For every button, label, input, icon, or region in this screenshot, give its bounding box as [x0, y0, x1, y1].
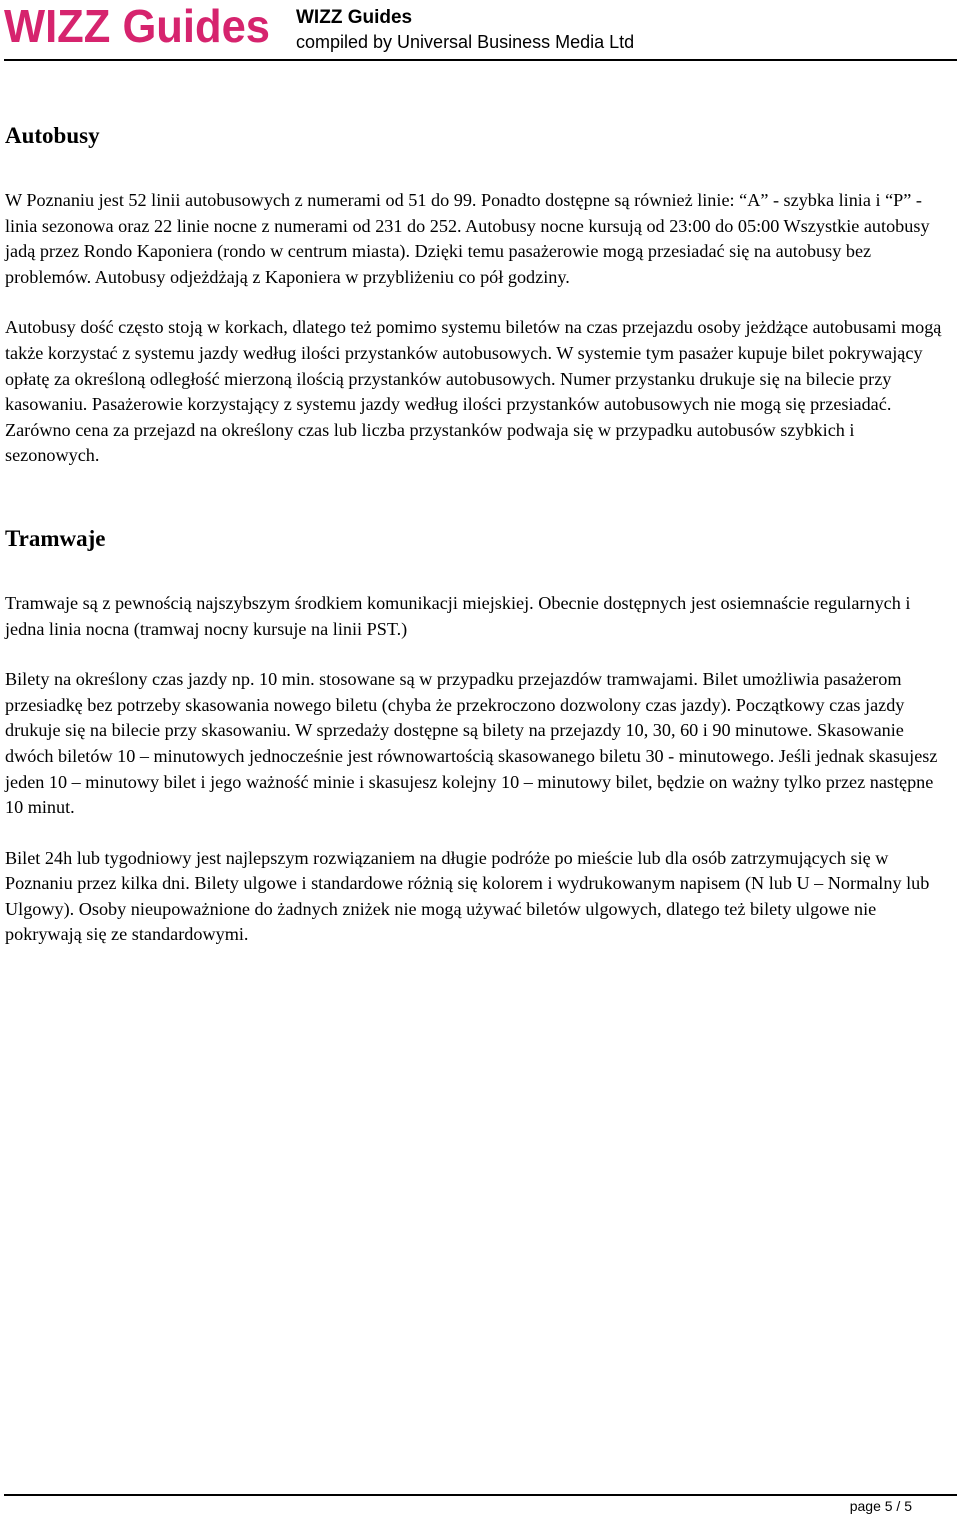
header-divider [4, 59, 957, 61]
page-number: page 5 / 5 [849, 1498, 912, 1514]
page-header [0, 0, 960, 62]
footer-divider [4, 1494, 957, 1496]
header-subtitle: compiled by Universal Business Media Ltd [296, 32, 635, 52]
paragraph: Bilet 24h lub tygodniowy jest najlepszym rozwiązaniem na długie podróże po mieście lub dla osób zatrzymujących się w Poznaniu przez kilka dni. Bilety ulgowe i standardowe różnią się kolorem i wydrukowanym napisem (N lub U – Normalny lub Ulgowy). Osoby nieupoważnione do żadnych zniżek nie mogą używać biletów ulgowych, dlatego też bilety ulgowe nie pokrywają się ze standardowymi. [5, 847, 930, 945]
svg-text:WIZZ Guides: WIZZ Guides [4, 2, 270, 48]
paragraph: Bilety na określony czas jazdy np. 10 min. stosowane są w przypadku przejazdów tramwajami. Bilet umożliwia pasażerom przesiadkę bez potrzeby skasowania nowego biletu (chyba że przekroczono dozwolony czas jazdy). Początkowy czas jazdy drukuje się na bilecie przy skasowaniu. W sprzedaży dostępne są bilety na przejazdy 10, 30, 60 i 90 minutowe. Skasowanie dwóch biletów 10 – minutowych jednocześnie jest równowartością skasowanego biletu 30 - minutowego. Jeśli jednak skasujesz jeden 10 – minutowy bilet i jego ważność minie i skasujesz kolejny 10 – minutowy bilet, będzie on ważny tylko przez następne 10 minut. [5, 669, 938, 818]
header-title: WIZZ Guides [296, 7, 413, 28]
wizz-guides-logo [4, 2, 274, 48]
header-text-block [296, 6, 634, 54]
section-heading-tramwaje: Tramwaje [5, 525, 106, 551]
paragraph: Autobusy dość często stoją w korkach, dlatego też pomimo systemu biletów na czas przejazdu osoby jeżdżące autobusami mogą także korzystać z systemu jazdy według ilości przystanków autobusowych. W systemie tym pasażer kupuje bilet pokrywający opłatę za określoną odległość mierzoną ilością przystanków autobusowych. Numer przystanku drukuje się na bilecie przy kasowaniu. Pasażerowie korzystający z systemu jazdy według ilości przystanków autobusowych nie mogą się przesiadać. Zarówno cena za przejazd na określony czas lub liczba przystanków podwaja się w przypadku autobusów szybkich i sezonowych. [5, 317, 942, 466]
paragraph: Tramwaje są z pewnością najszybszym środkiem komunikacji miejskiej. Obecnie dostępnych jest osiemnaście regularnych i jedna linia nocna (tramwaj nocny kursuje na linii PST.) [5, 592, 911, 639]
paragraph: W Poznaniu jest 52 linii autobusowych z numerami od 51 do 99. Ponadto dostępne są również linie: “A” - szybka linia i “P” - linia sezonowa oraz 22 linie nocne z numerami od 231 do 252. Autobusy nocne kursują od 23:00 do 05:00 Wszystkie autobusy jadą przez Rondo Kaponiera (rondo w centrum miasta). Dzięki temu pasażerowie mogą przesiadać się na autobusy bez problemów. Autobusy odjeżdżają z Kaponiera w przybliżeniu co pół godziny. [5, 190, 930, 287]
article-content [5, 118, 950, 973]
section-heading-autobusy: Autobusy [5, 123, 100, 148]
